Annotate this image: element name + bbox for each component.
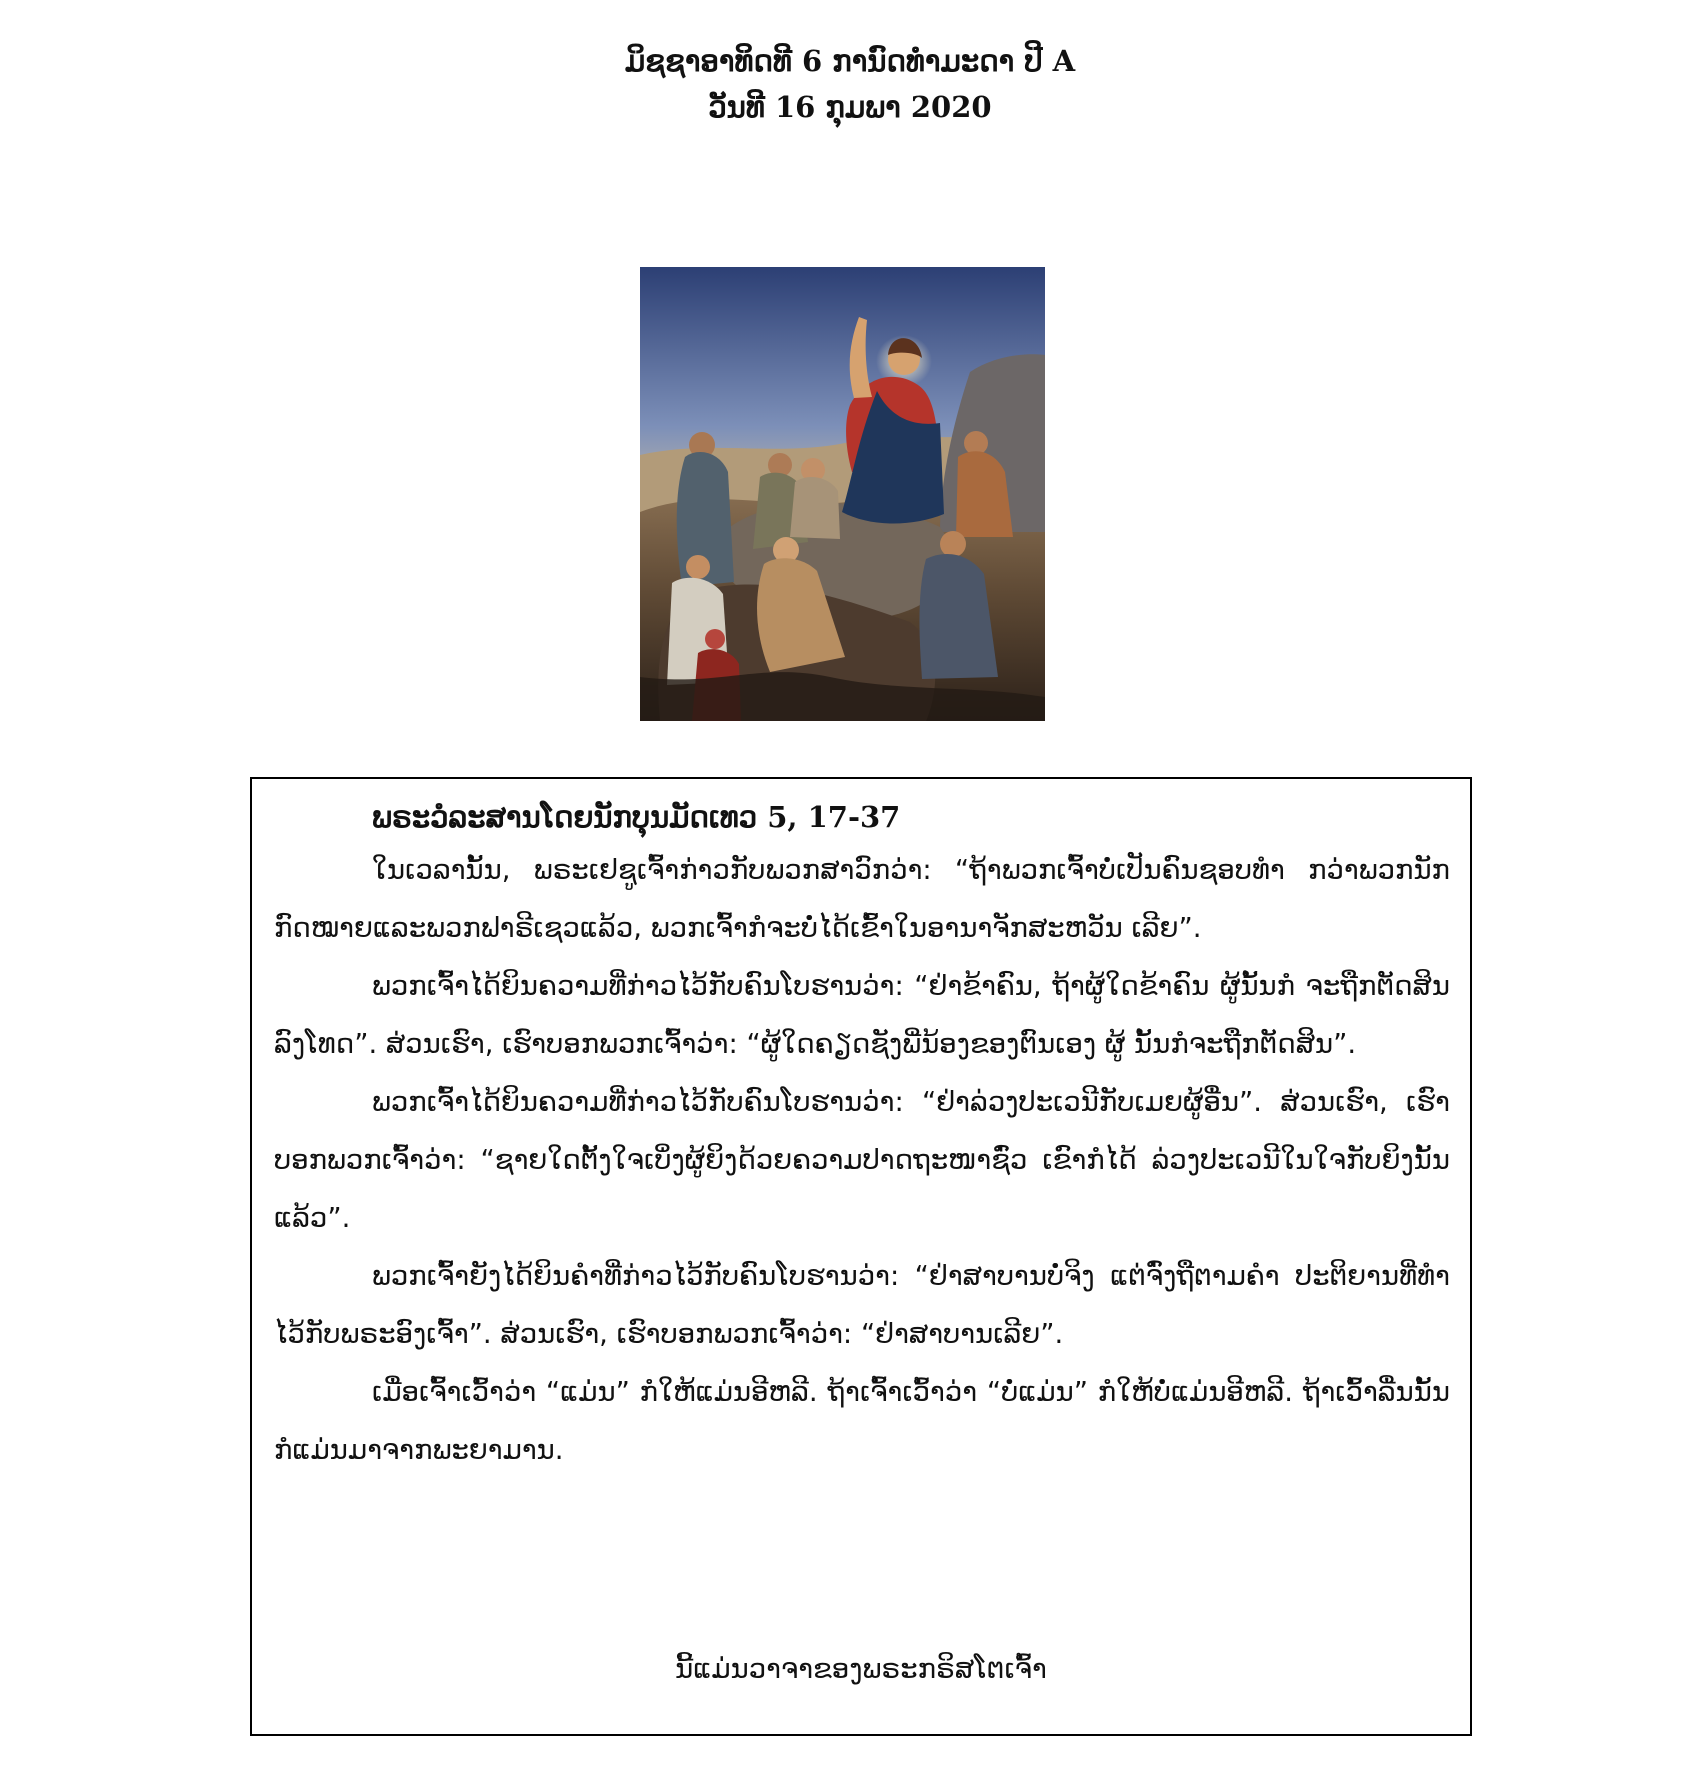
reading-paragraph: ພວກເຈົ້າຍັງໄດ້ຍິນຄຳທີ່ກ່າວໄວ້ກັບຄົນໂບຮານວ່າ: “ຢ່າສາບານບໍ່ຈິງ ແຕ່ຈົ່ງຖືຕາມຄຳ ປະຕິຍານທີ່ທຳໄວ້ກັບພຣະອົງເຈົ້າ”. ສ່ວນເຮົາ, ເຮົາບອກພວກເຈົ້າວ່າ: “ຢ່າສາບານເລີຍ”. <box>274 1260 1450 1350</box>
gospel-reading-box <box>250 777 1472 1736</box>
reading-paragraph: ພວກເຈົ້າໄດ້ຍິນຄວາມທີ່ກ່າວໄວ້ກັບຄົນໂບຮານວ່າ: “ຢ່າຂ້າຄົນ, ຖ້າຜູ້ໃດຂ້າຄົນ ຜູ້ນັ້ນກໍ ຈະຖືກຕັດສິນລົງໂທດ”. ສ່ວນເຮົາ, ເຮົາບອກພວກເຈົ້າວ່າ: “ຜູ້ໃດຄຽດຊັງພີ່ນ້ອງຂອງຕົນເອງ ຜູ້ ນັ້ນກໍຈະຖືກຕັດສິນ”. <box>274 970 1450 1060</box>
reading-title: ພຣະວໍລະສານໂດຍນັກບຸນມັດເທວ 5, 17-37 <box>372 800 901 834</box>
reading-paragraph: ພວກເຈົ້າໄດ້ຍິນຄວາມທີ່ກ່າວໄວ້ກັບຄົນໂບຮານວ່າ: “ຢ່າລ່ວງປະເວນີກັບເມຍຜູ້ອື່ນ”. ສ່ວນເຮົາ, ເຮົາບອກພວກເຈົ້າວ່າ: “ຊາຍໃດຕັ້ງໃຈເບິ່ງຜູ້ຍິງດ້ວຍຄວາມປາດຖະໜາຊົ່ວ ເຂົາກໍໄດ້ ລ່ວງປະເວນີໃນໃຈກັບຍິງນັ້ນແລ້ວ”. <box>274 1086 1450 1234</box>
reading-paragraph: ເມື່ອເຈົ້າເວົ້າວ່າ “ແມ່ນ” ກໍໃຫ້ແມ່ນອີຫລີ. ຖ້າເຈົ້າເວົ້າວ່າ “ບໍ່ແມ່ນ” ກໍໃຫ້ບໍ່ແມ່ນອີຫລີ. ຖ້າເວົ້າລື່ນນັ້ນກໍແມ່ນມາຈາກພະຍາມານ. <box>274 1376 1450 1466</box>
page-header <box>0 38 1700 130</box>
mass-date: ວັນທີ 16 ກຸມພາ 2020 <box>708 90 992 124</box>
reading-paragraph: ໃນເວລານັ້ນ, ພຣະເຢຊູເຈົ້າກ່າວກັບພວກສາວົກວ່າ: “ຖ້າພວກເຈົ້າບໍ່ເປັນຄົນຊອບທຳ ກວ່າພວກນັກກົດໝາຍແລະພວກຟາຣີເຊວແລ້ວ, ພວກເຈົ້າກໍຈະບໍ່ໄດ້ເຂົ້າໃນອານາຈັກສະຫວັນ ເລີຍ”. <box>274 854 1450 944</box>
sermon-on-the-mount-image <box>640 267 1045 721</box>
reading-body <box>274 841 1450 1479</box>
closing-line: ນີ້ແມ່ນວາຈາຂອງພຣະກຣິສໂຕເຈົ້າ <box>675 1653 1047 1685</box>
mass-title: ມິຊຊາອາທິດທີ 6 ການົດທຳມະດາ ປີ A <box>624 44 1076 78</box>
